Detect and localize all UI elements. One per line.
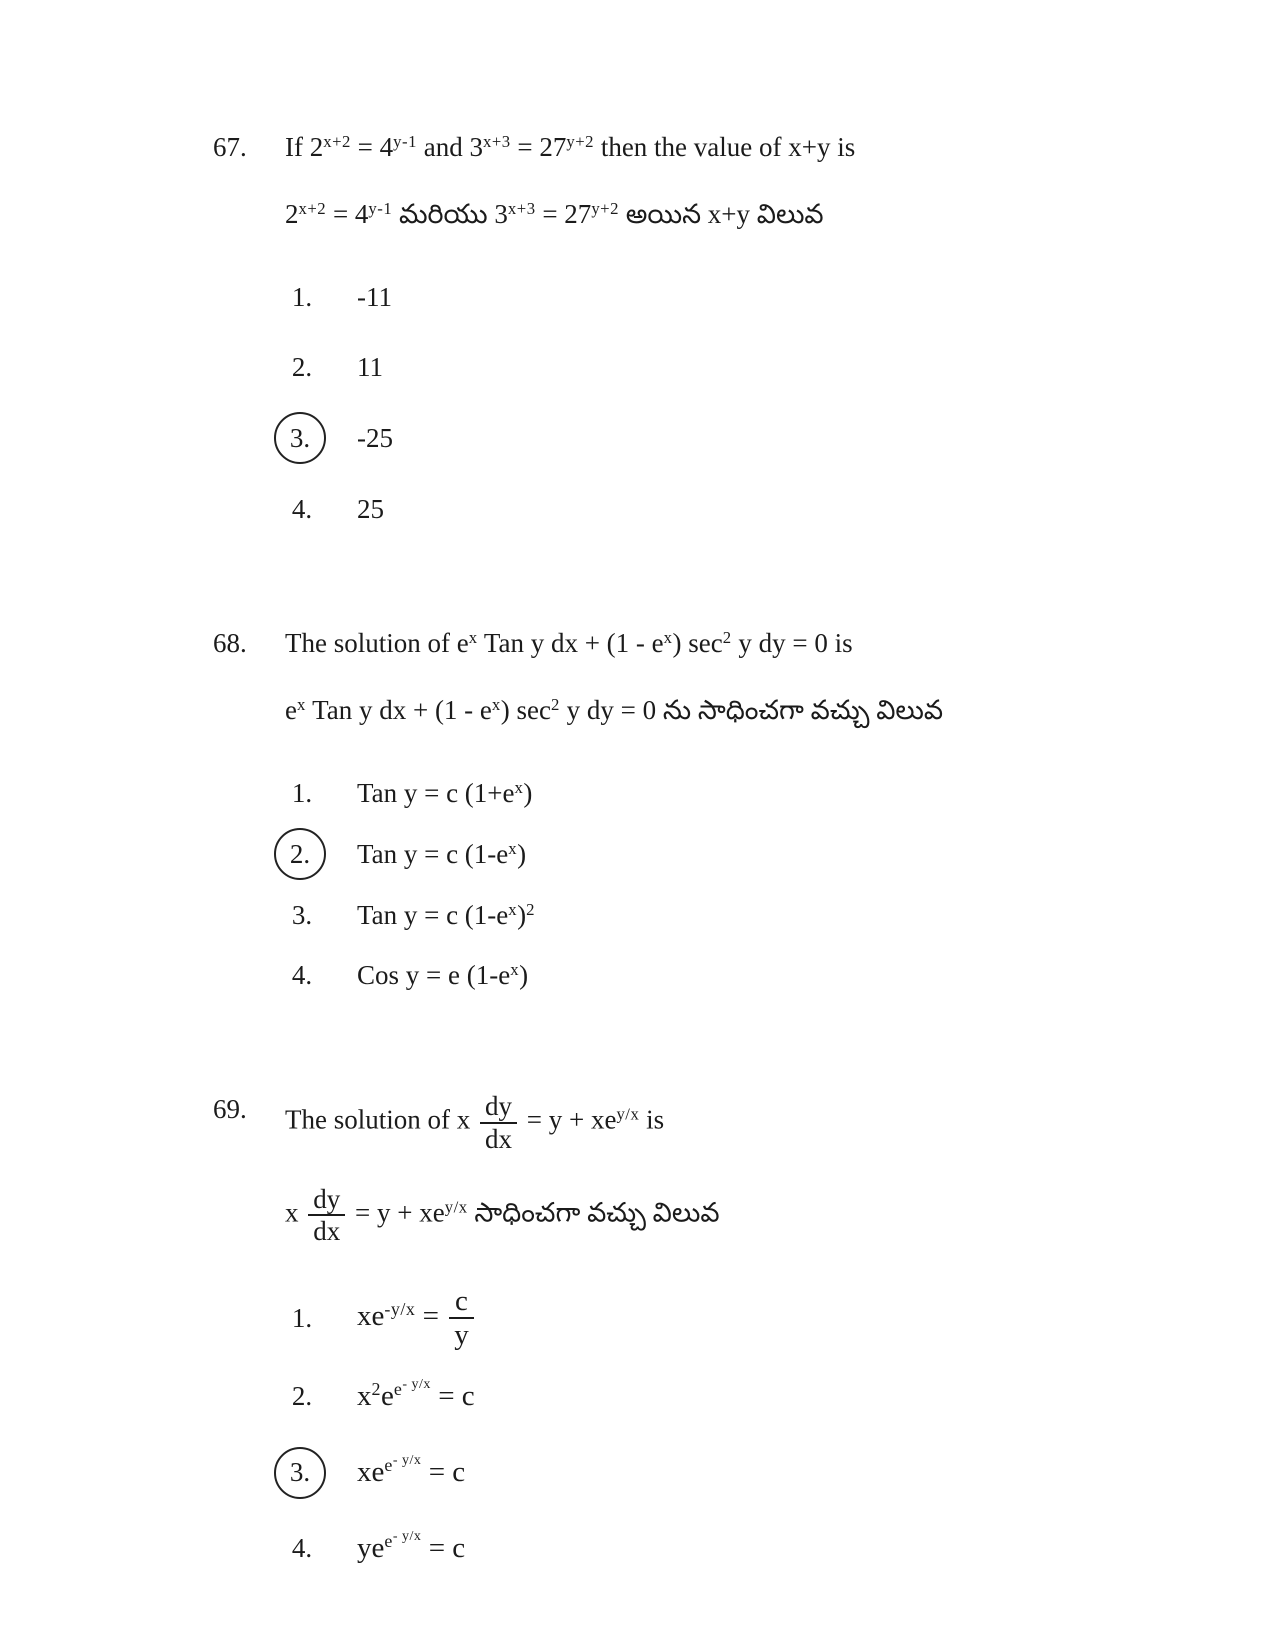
option-text: $xe^{e^{- y/x}} = c$ [357, 1452, 466, 1488]
options-list [285, 272, 1205, 534]
question-69 [213, 1092, 1205, 1578]
option-text: $xe^{-y/x}$ = $\frac{c}{y}$ [357, 1286, 1205, 1351]
option-row [285, 342, 1205, 392]
selected-answer-circle: 3. [274, 412, 326, 464]
option-number: 2. [291, 1381, 313, 1412]
option-row [285, 1286, 1205, 1351]
question-68 [213, 626, 1205, 1000]
option-row [285, 828, 1205, 880]
option-row [285, 412, 1205, 464]
option-text: Tan y = c $(1-e^x)^2$ [357, 899, 536, 930]
option-row [285, 1367, 1205, 1427]
option-number: 1. [291, 1302, 313, 1333]
option-text: 11 [357, 351, 383, 382]
option-number: 4. [291, 959, 313, 990]
option-row [285, 890, 1205, 940]
question-text-telugu: x $\frac{dy}{dx}$ = $y + xe^{y/x}$ సాధించగా వచ్చు విలువ [285, 1184, 720, 1247]
question-text-english: The solution of $e^x$ Tan y dx + $(1 - e^x)$ $\sec^2 y$ dy = 0 is [285, 627, 853, 659]
question-67 [213, 130, 1205, 534]
option-number: 4. [291, 1533, 313, 1564]
option-text: Tan y = c $(1-e^x)$ [357, 838, 527, 869]
option-number: 4. [291, 493, 313, 524]
option-row [285, 484, 1205, 534]
option-text: $x^2e^{e^{- y/x}} = c$ [357, 1376, 475, 1412]
question-number: 68. [213, 628, 247, 659]
question-text-telugu: $2^{x+2} = 4^{y-1}$ మరియు $3^{x+3} = 27^{y+2}$ అయిన x+y విలువ [285, 198, 824, 230]
question-number: 69. [213, 1094, 247, 1125]
options-list [285, 768, 1205, 1000]
options-list [285, 1286, 1205, 1579]
option-text: Cos y = e $(1-e^x)$ [357, 959, 529, 990]
option-text: Tan y = c $(1+e^x)$ [357, 777, 533, 808]
option-row [285, 768, 1205, 818]
option-row [285, 1443, 1205, 1503]
question-text-english: The solution of x $\frac{dy}{dx}$ = $y + xe^{y/x}$ is [285, 1091, 665, 1154]
question-text-telugu: $e^x$ Tan y dx + $(1 - e^x)$ $\sec^2 y$ dy = 0 ను సాధించగా వచ్చు విలువ [285, 695, 944, 726]
option-text: -25 [357, 422, 393, 453]
option-number: 1. [291, 281, 313, 312]
option-row [285, 950, 1205, 1000]
option-row [285, 1519, 1205, 1579]
option-text: $ye^{e^{- y/x}} = c$ [357, 1528, 466, 1564]
option-number: 3. [291, 899, 313, 930]
selected-answer-circle: 3. [274, 1447, 326, 1499]
question-text-english: If $2^{x+2} = 4^{y-1}$ and $3^{x+3} = 27^{y+2}$ then the value of x+y is [285, 131, 856, 162]
option-text: -11 [357, 281, 392, 312]
option-row [285, 272, 1205, 322]
option-number: 2. [291, 351, 313, 382]
selected-answer-circle: 2. [274, 828, 326, 880]
question-number: 67. [213, 132, 247, 162]
option-text: 25 [357, 493, 384, 524]
option-number: 1. [291, 777, 313, 808]
